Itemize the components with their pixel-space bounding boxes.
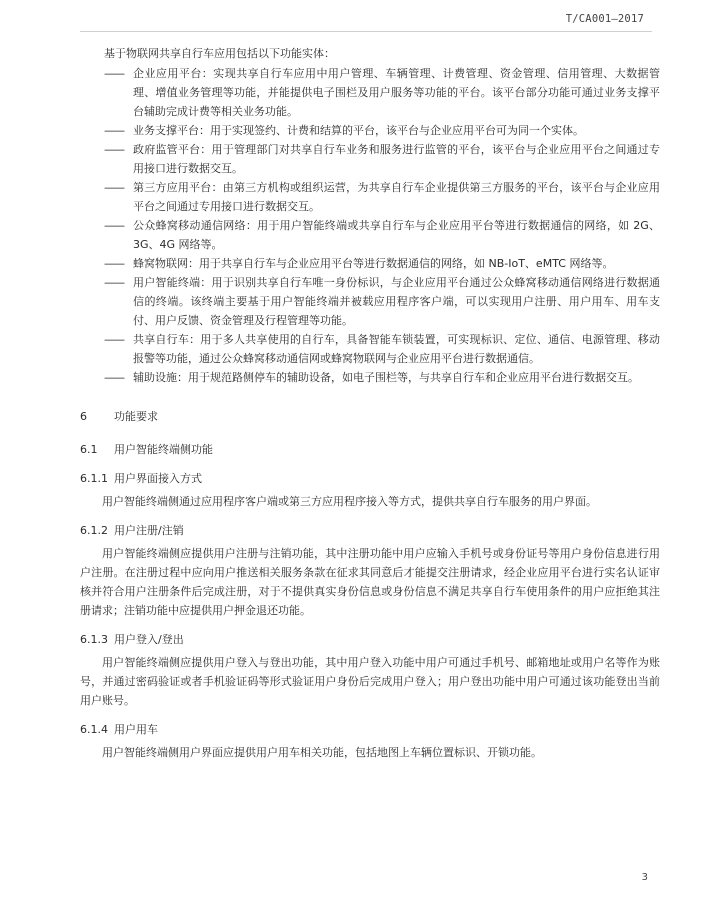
definition-item — [80, 216, 660, 254]
definition-item — [80, 254, 660, 273]
section-number: 6 — [80, 410, 87, 423]
section-title: 功能要求 — [114, 410, 158, 423]
section-heading-6 — [80, 407, 660, 426]
page-number: 3 — [641, 872, 648, 883]
definition-item — [80, 64, 660, 121]
section-number: 6.1.2 — [80, 524, 108, 537]
definition-item — [80, 330, 660, 368]
definition-text: 用户智能终端：用于识别共享自行车唯一身份标识，与企业应用平台通过公众蜂窝移动通信网络进行数据通信的终端。该终端主要基于用户智能终端并被载应用程序客户端，可以实现用户注册、用户用车、用车支付、用户反馈、资金管理及行程管理等功能。 — [133, 276, 660, 327]
document-code: T/CA001—2017 — [565, 13, 644, 25]
intro-paragraph: 基于物联网共享自行车应用包括以下功能实体： — [104, 47, 335, 60]
section-title: 用户注册/注销 — [114, 524, 184, 537]
section-heading-6-1-3 — [80, 630, 660, 649]
list-dash: —— — [104, 181, 124, 194]
list-dash: —— — [104, 333, 124, 346]
section-title: 用户用车 — [114, 723, 158, 736]
section-title: 用户界面接入方式 — [114, 472, 202, 485]
definition-text: 辅助设施：用于规范路侧停车的辅助设备，如电子围栏等，与共享自行车和企业应用平台进行数据交互。 — [133, 371, 639, 384]
definition-list — [80, 64, 660, 387]
definition-item — [80, 273, 660, 330]
definition-item — [80, 178, 660, 216]
definition-text: 公众蜂窝移动通信网络：用于用户智能终端或共享自行车与企业应用平台等进行数据通信的网络，如 2G、3G、4G 网络等。 — [133, 219, 660, 251]
section-number: 6.1.3 — [80, 633, 108, 646]
list-dash: —— — [104, 124, 124, 137]
section-title: 用户登入/登出 — [114, 633, 184, 646]
definition-text: 企业应用平台：实现共享自行车应用中用户管理、车辆管理、计费管理、资金管理、信用管理、大数据管理、增值业务管理等功能，并能提供电子围栏及用户服务等功能的平台。该平台部分功能可通过业务支撑平台辅助完成计费等相关业务功能。 — [133, 67, 660, 118]
section-paragraph: 用户智能终端侧应提供用户注册与注销功能，其中注册功能中用户应输入手机号或身份证号等用户身份信息进行用户注册。在注册过程中应向用户推送相关服务条款在征求其同意后才能提交注册请求，经企业应用平台进行实名认证审核并符合用户注册条件后完成注册，对于不提供真实身份信息或身份信息不满足共享自行车使用条件的用户应拒绝其注册请求；注销功能中应提供用户押金退还功能。 — [80, 547, 660, 617]
definition-text: 蜂窝物联网：用于共享自行车与企业应用平台等进行数据通信的网络，如 NB-IoT、eMTC 网络等。 — [133, 257, 614, 270]
list-dash: —— — [104, 371, 124, 384]
list-dash: —— — [104, 67, 124, 80]
section-paragraph: 用户智能终端侧通过应用程序客户端或第三方应用程序接入等方式，提供共享自行车服务的用户界面。 — [102, 495, 597, 508]
section-number: 6.1.1 — [80, 472, 108, 485]
section-heading-6-1 — [80, 440, 660, 459]
section-paragraph: 用户智能终端侧用户界面应提供用户用车相关功能，包括地图上车辆位置标识、开锁功能。 — [102, 746, 542, 759]
page-content — [80, 44, 660, 766]
definition-item — [80, 121, 660, 140]
definition-item — [80, 140, 660, 178]
definition-item — [80, 368, 660, 387]
section-number: 6.1.4 — [80, 723, 108, 736]
section-title: 用户智能终端侧功能 — [114, 443, 213, 456]
definition-text: 共享自行车：用于多人共享使用的自行车，具备智能车锁装置，可实现标识、定位、通信、电源管理、移动报警等功能，通过公众蜂窝移动通信网或蜂窝物联网与企业应用平台进行数据通信。 — [133, 333, 660, 365]
section-heading-6-1-1 — [80, 469, 660, 488]
definition-text: 政府监管平台：用于管理部门对共享自行车业务和服务进行监管的平台，该平台与企业应用平台之间通过专用接口进行数据交互。 — [133, 143, 660, 175]
list-dash: —— — [104, 219, 124, 232]
header-divider — [80, 31, 652, 32]
definition-text: 第三方应用平台：由第三方机构或组织运营，为共享自行车企业提供第三方服务的平台，该平台与企业应用平台之间通过专用接口进行数据交互。 — [133, 181, 660, 213]
list-dash: —— — [104, 276, 124, 289]
section-heading-6-1-2 — [80, 521, 660, 540]
section-paragraph: 用户智能终端侧应提供用户登入与登出功能，其中用户登入功能中用户可通过手机号、邮箱地址或用户名等作为账号，并通过密码验证或者手机验证码等形式验证用户身份后完成用户登入；用户登出功能中用户可通过该功能登出当前用户账号。 — [80, 656, 660, 707]
section-number: 6.1 — [80, 443, 98, 456]
definition-text: 业务支撑平台：用于实现签约、计费和结算的平台，该平台与企业应用平台可为同一个实体。 — [133, 124, 584, 137]
section-heading-6-1-4 — [80, 720, 660, 739]
list-dash: —— — [104, 143, 124, 156]
list-dash: —— — [104, 257, 124, 270]
